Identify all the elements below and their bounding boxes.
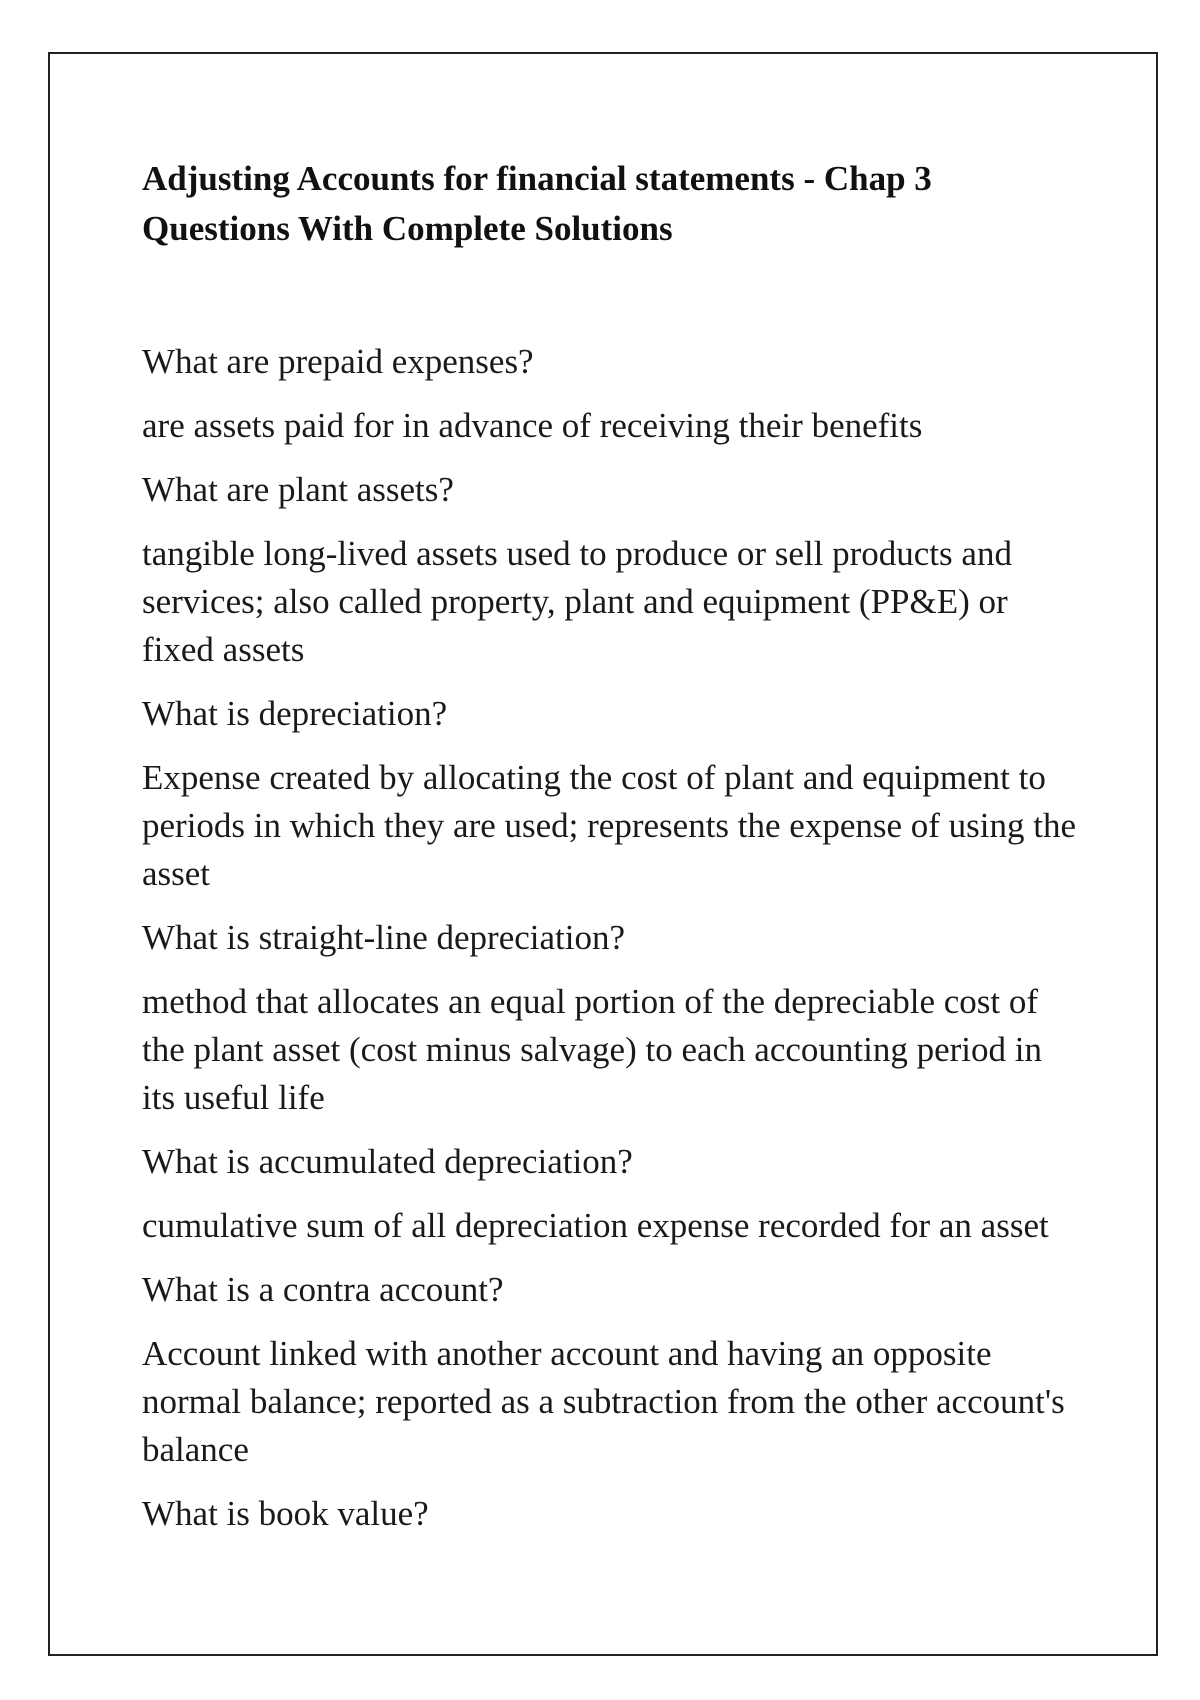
question-1: What are prepaid expenses? — [142, 342, 534, 381]
answer-6: Account linked with another account and having an opposite normal balance; reported as a subtraction from the other account's balance — [142, 1334, 1065, 1469]
answer-5: cumulative sum of all depreciation expense recorded for an asset — [142, 1206, 1049, 1245]
question-5: What is accumulated depreciation? — [142, 1142, 633, 1181]
question-2: What are plant assets? — [142, 470, 454, 509]
qa-list — [142, 338, 1082, 1538]
document-title: Adjusting Accounts for financial statements - Chap 3 Questions With Complete Solutions — [142, 159, 932, 248]
question-7: What is book value? — [142, 1494, 429, 1533]
answer-3: Expense created by allocating the cost of plant and equipment to periods in which they are used; represents the expense of using the asset — [142, 758, 1077, 893]
answer-1: are assets paid for in advance of receiving their benefits — [142, 406, 923, 445]
document-body — [142, 154, 1082, 1554]
question-3: What is depreciation? — [142, 694, 448, 733]
question-4: What is straight-line depreciation? — [142, 918, 626, 957]
answer-4: method that allocates an equal portion of the depreciable cost of the plant asset (cost minus salvage) to each accounting period in its useful life — [142, 982, 1043, 1117]
answer-2: tangible long-lived assets used to produce or sell products and services; also called property, plant and equipment (PP&E) or fixed assets — [142, 534, 1012, 669]
question-6: What is a contra account? — [142, 1270, 504, 1309]
